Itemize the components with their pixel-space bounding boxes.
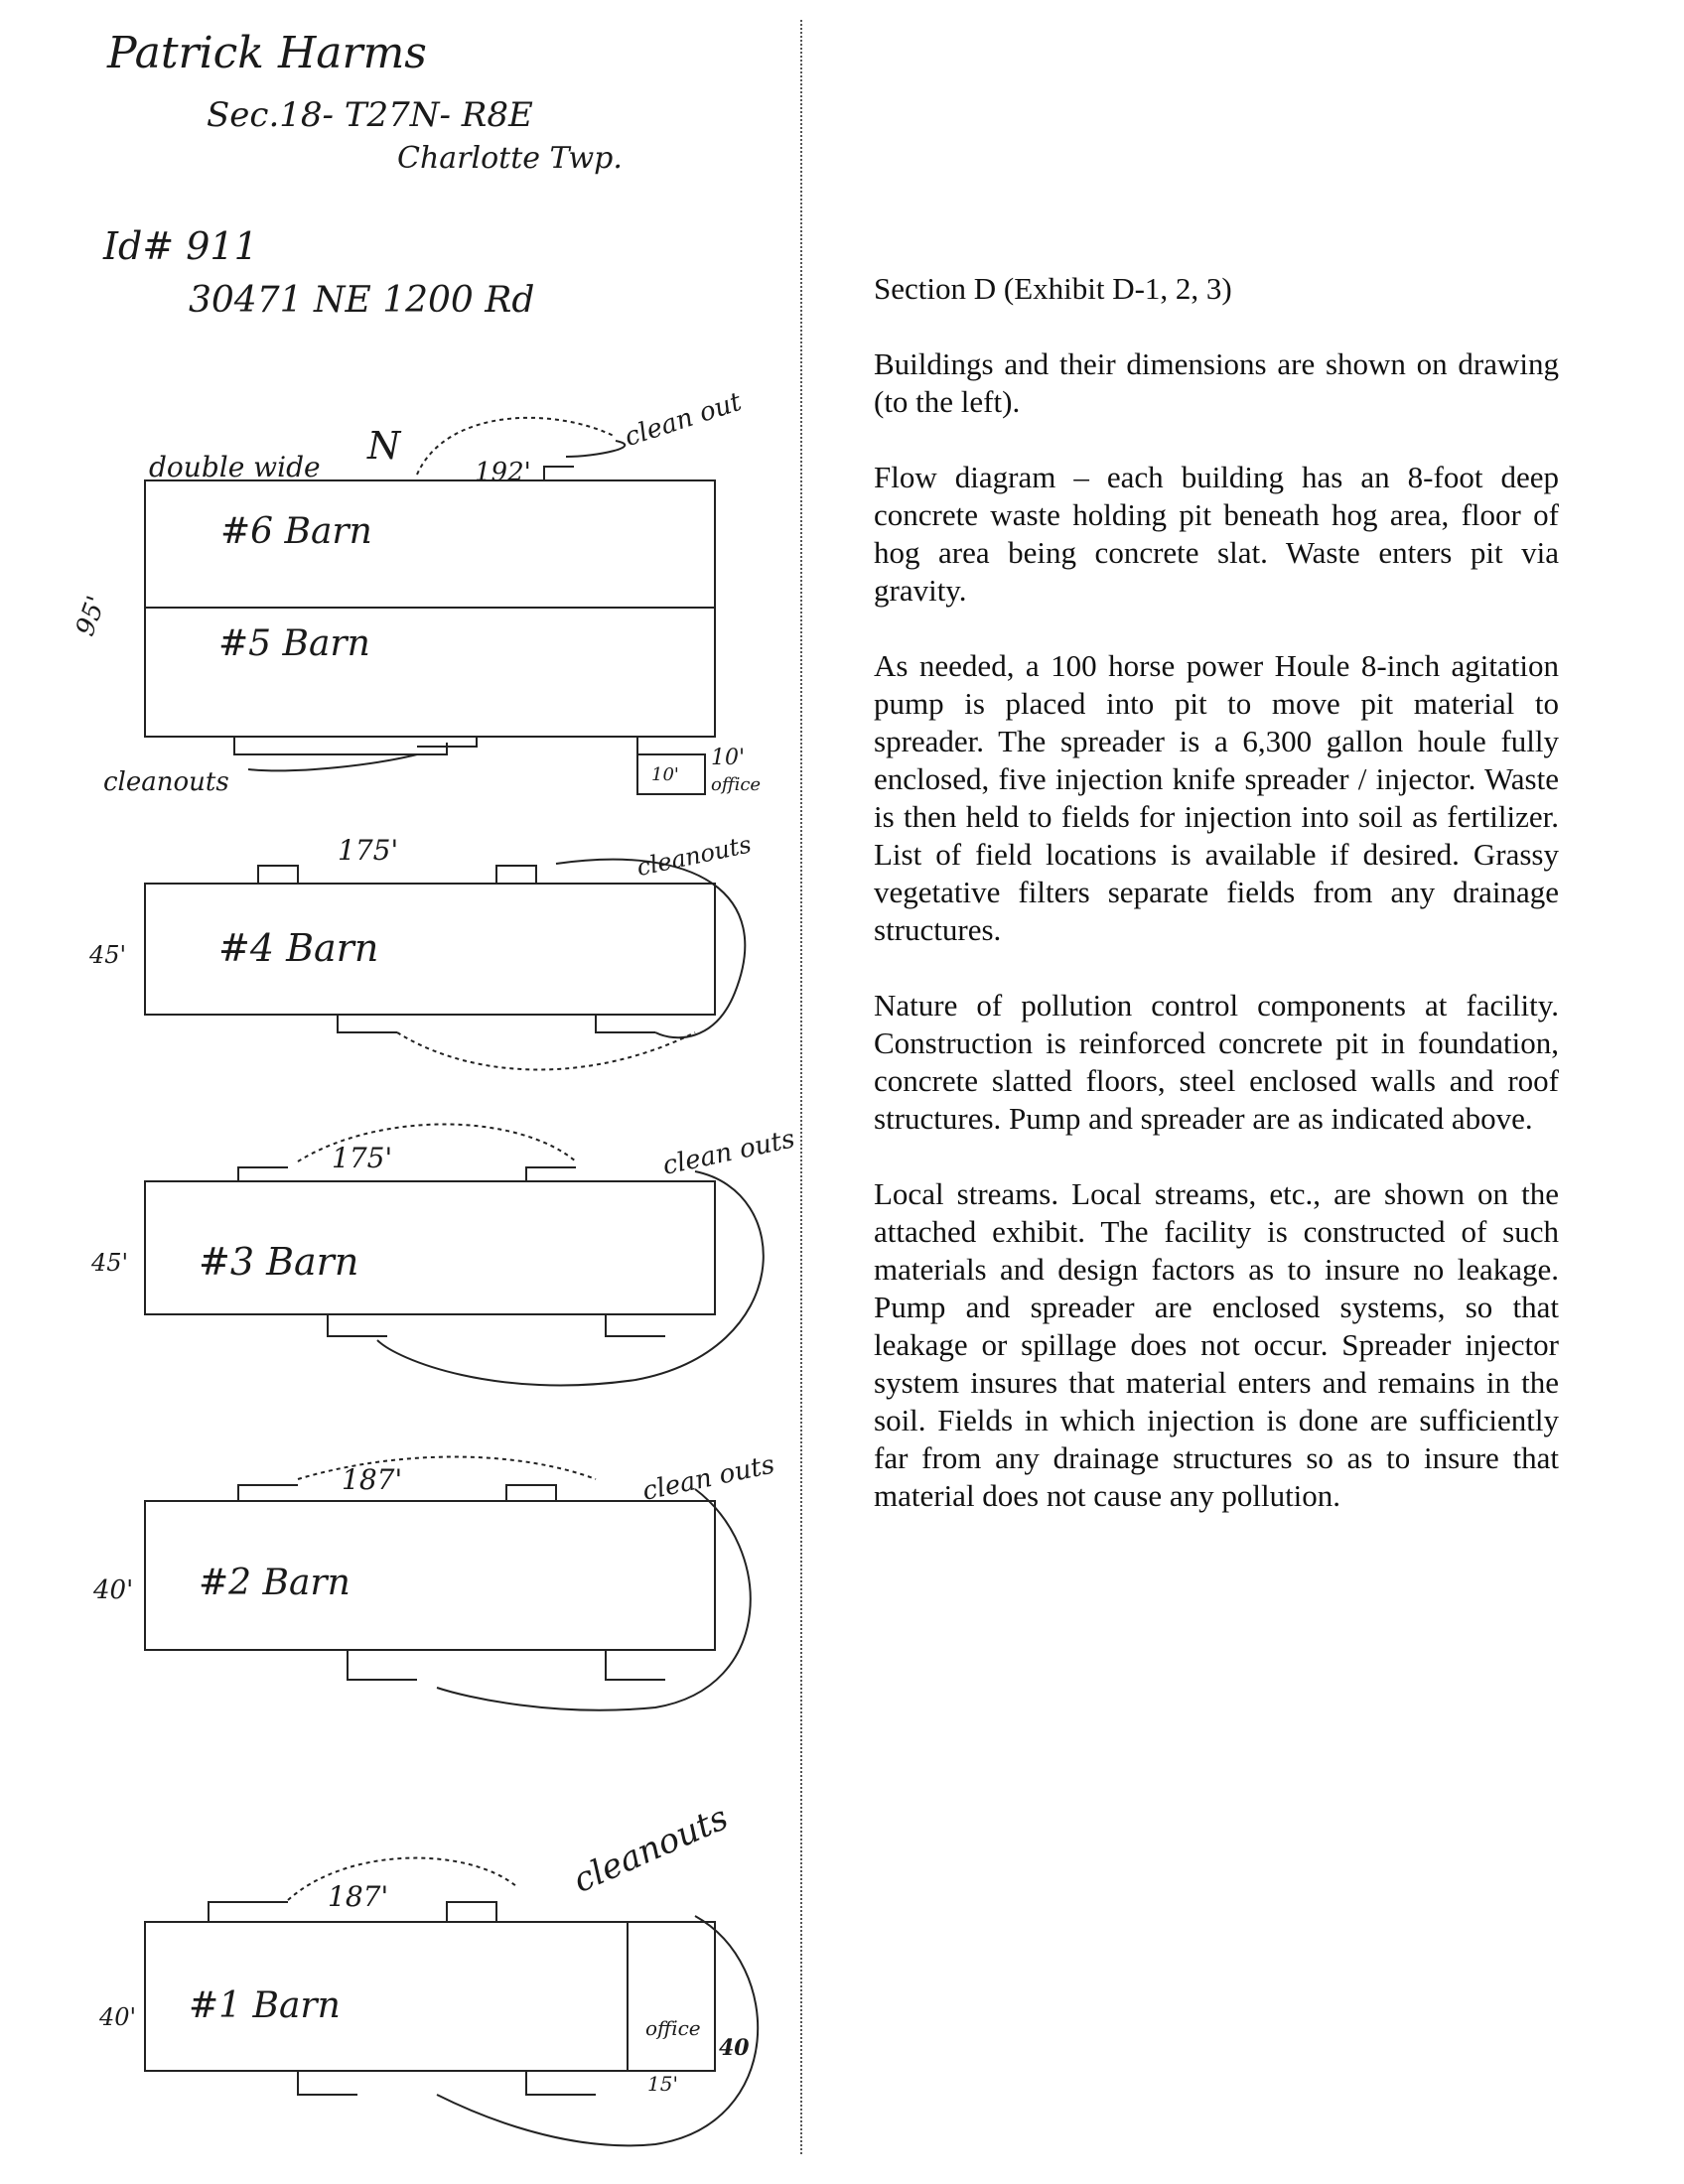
double-wide-label: double wide: [149, 451, 321, 483]
barn-1-cleanout-top-1: [209, 1902, 288, 1922]
barn-1-cleanout-top-2: [447, 1902, 496, 1922]
address: 30471 NE 1200 Rd: [189, 280, 535, 321]
barn-1-office-length: 15': [647, 2072, 678, 2096]
barn-3-width: 45': [91, 1249, 129, 1277]
barn-2-block: [92, 1449, 777, 1709]
barn-4-block: [88, 830, 754, 1069]
office-dim-2: 10': [711, 746, 746, 770]
barn-3-cleanout-label: clean outs: [659, 1124, 798, 1181]
barn-4-bottom-curve: [397, 1032, 695, 1070]
barn-4-label: #4 Barn: [218, 926, 379, 970]
barn-3-label: #3 Barn: [199, 1240, 359, 1284]
owner-name: Patrick Harms: [107, 28, 427, 78]
barn-1-office-width: 40: [719, 2035, 750, 2061]
barn-6-5-block: [70, 387, 761, 797]
barn-2-label: #2 Barn: [199, 1563, 351, 1603]
legal-description: Sec.18- T27N- R8E: [207, 95, 533, 135]
barn-4-width: 45': [89, 941, 127, 969]
column-divider: [800, 20, 802, 2154]
barn-sketch: [0, 0, 814, 2184]
paragraph-pollution-control: Nature of pollution control components at facility. Construction is reinforced concrete pit in foundation, concrete slatted floors, steel enclosed walls and roof structures. Pump and spreader are as indicated above.: [874, 988, 1559, 1136]
office-dim-1: 10': [651, 764, 679, 785]
barn-4-cleanout-top-1: [258, 866, 298, 884]
barn-2-cleanout-label: clean outs: [639, 1449, 777, 1507]
section-heading: Section D (Exhibit D-1, 2, 3): [874, 271, 1232, 306]
barn-4-cleanout-bottom-1: [338, 1015, 397, 1032]
barn-3-cleanout-bottom-1: [328, 1314, 387, 1336]
barn-1-length: 187': [328, 1880, 389, 1913]
barn-3-cleanout-top-1: [238, 1167, 288, 1181]
barn-3-cleanout-bottom-2: [606, 1314, 665, 1336]
paragraph-pump: As needed, a 100 horse power Houle 8-inch agitation pump is placed into pit to move pit material to spreader. The spreader is a 6,300 gallon houle fully enclosed, five injection knife spreader / injector. Waste is then held to fields for injection into soil as fertilizer. List of field locations is available if desired. Grassy vegetative filters separate fields from any drainage structures.: [874, 648, 1559, 947]
office-label: office: [711, 774, 762, 795]
barn-2-length: 187': [342, 1463, 403, 1496]
barn-1-block: [98, 1798, 758, 2145]
barn-1-width: 40': [99, 2003, 137, 2031]
barn-5-cleanouts-label: cleanouts: [103, 767, 229, 797]
id-number: Id# 911: [103, 224, 258, 268]
barn-6-cleanout-label: clean out: [621, 386, 746, 454]
paragraph-flow-diagram: Flow diagram – each building has an 8-foot deep concrete waste holding pit beneath hog area, floor of hog area being concrete slat. Waste enters pit via gravity.: [874, 460, 1559, 608]
barn-5-label: #5 Barn: [218, 623, 370, 664]
cleanouts-leader: [248, 754, 417, 770]
barn-2-cleanout-top-2: [506, 1485, 556, 1501]
barn-4-cleanout-top-2: [496, 866, 536, 884]
barn-6-length: 192': [475, 458, 531, 487]
barn-4-cleanout-label: cleanouts: [633, 830, 755, 883]
barn-2-width: 40': [93, 1575, 134, 1605]
barn-2-cleanout-bottom-1: [348, 1650, 417, 1680]
barn-3-length: 175': [332, 1142, 393, 1174]
cleanout-arrow-curve: [566, 441, 625, 457]
section-d-text: [874, 270, 1559, 1553]
barn-1-office-label: office: [645, 2016, 701, 2040]
barn-4-length: 175': [338, 834, 399, 867]
barn-1-side-curve: [437, 1916, 758, 2145]
barn-1-cleanout-label: cleanouts: [567, 1798, 735, 1901]
township: Charlotte Twp.: [397, 141, 623, 176]
north-marker: N: [367, 424, 401, 468]
barn-5-cleanout-left: [234, 737, 447, 754]
barn-1-label: #1 Barn: [189, 1985, 341, 2026]
barn-2-cleanout-bottom-2: [606, 1650, 665, 1680]
barn-1-cleanout-bottom-1: [298, 2071, 357, 2095]
barn-2-cleanout-top-1: [238, 1485, 298, 1501]
barn-6-width: 95': [70, 592, 112, 640]
barn-3-cleanout-top-2: [526, 1167, 576, 1181]
barn-1-cleanout-bottom-2: [526, 2071, 596, 2095]
barn-1-top-curve: [288, 1858, 516, 1900]
barn-4-cleanout-curve: [556, 860, 745, 1038]
paragraph-buildings: Buildings and their dimensions are shown on drawing (to the left).: [874, 346, 1559, 419]
barn-3-block: [90, 1124, 797, 1385]
barn-4-cleanout-bottom-2: [596, 1015, 655, 1032]
barn-6-label: #6 Barn: [220, 511, 372, 552]
barn-3-side-curve: [377, 1171, 764, 1385]
barn-6-cleanout-box: [544, 467, 574, 480]
paragraph-local-streams: Local streams. Local streams, etc., are shown on the attached exhibit. The facility is constructed of such materials and design factors as to insure no leakage. Pump and spreader are enclosed systems, so that leakage or spillage does not occur. Spreader injector system insures that material enters and remains in the soil. Fields in which injection is done are sufficiently far from any drainage structures so as to insure that material does not cause any pollution.: [874, 1176, 1559, 1513]
barn-2-side-curve: [437, 1489, 751, 1710]
